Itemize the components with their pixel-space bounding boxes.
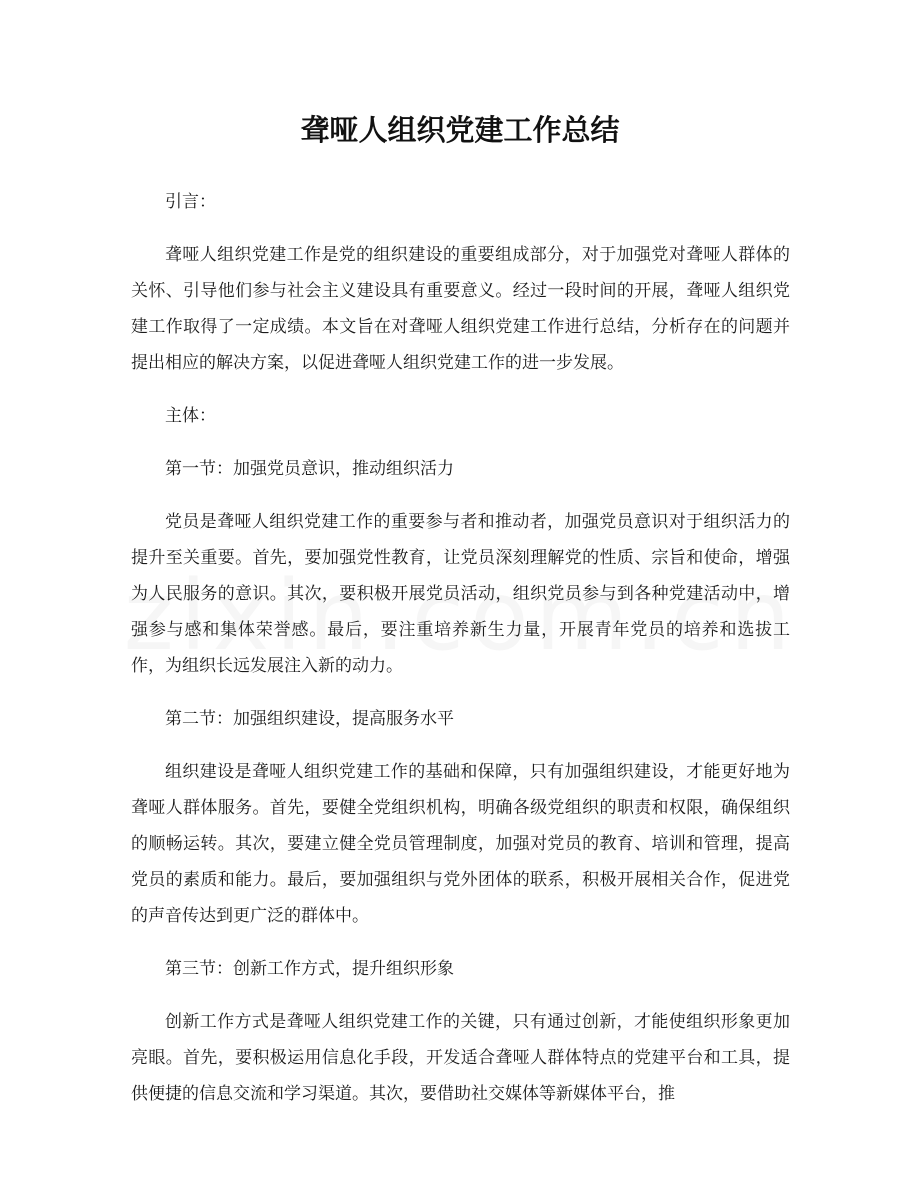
document-body bbox=[131, 184, 790, 1129]
section-3-heading: 第三节：创新工作方式，提升组织形象 bbox=[165, 959, 454, 979]
section-1-paragraph: 党员是聋哑人组织党建工作的重要参与者和推动者，加强党员意识对于组织活力的提升至关重要。首先，要加强党性教育，让党员深刻理解党的性质、宗旨和使命，增强为人民服务的意识。其次，要积极开展党员活动，组织党员参与到各种党建活动中，增强参与感和集体荣誉感。最后，要注重培养新生力量，开展青年党员的培养和选拔工作，为组织长远发展注入新的动力。 bbox=[131, 512, 790, 676]
intro-paragraph: 聋哑人组织党建工作是党的组织建设的重要组成部分，对于加强党对聋哑人群体的关怀、引导他们参与社会主义建设具有重要意义。经过一段时间的开展，聋哑人组织党建工作取得了一定成绩。本文旨在对聋哑人组织党建工作进行总结，分析存在的问题并提出相应的解决方案，以促进聋哑人组织党建工作的进一步发展。 bbox=[131, 245, 790, 373]
section-2-paragraph: 组织建设是聋哑人组织党建工作的基础和保障，只有加强组织建设，才能更好地为聋哑人群体服务。首先，要健全党组织机构，明确各级党组织的职责和权限，确保组织的顺畅运转。其次，要建立健全党员管理制度，加强对党员的教育、培训和管理，提高党员的素质和能力。最后，要加强组织与党外团体的联系，积极开展相关合作，促进党的声音传达到更广泛的群体中。 bbox=[131, 762, 790, 926]
intro-heading: 引言： bbox=[165, 192, 216, 212]
document-title: 聋哑人组织党建工作总结 bbox=[300, 113, 620, 147]
section-3-paragraph: 创新工作方式是聋哑人组织党建工作的关键，只有通过创新，才能使组织形象更加亮眼。首先，要积极运用信息化手段，开发适合聋哑人群体特点的党建平台和工具，提供便捷的信息交流和学习渠道。其次，要借助社交媒体等新媒体平台，推 bbox=[131, 1012, 790, 1104]
body-heading: 主体： bbox=[165, 406, 216, 426]
section-1-heading: 第一节：加强党员意识，推动组织活力 bbox=[165, 459, 454, 479]
section-2-heading: 第二节：加强组织建设，提高服务水平 bbox=[165, 709, 454, 729]
